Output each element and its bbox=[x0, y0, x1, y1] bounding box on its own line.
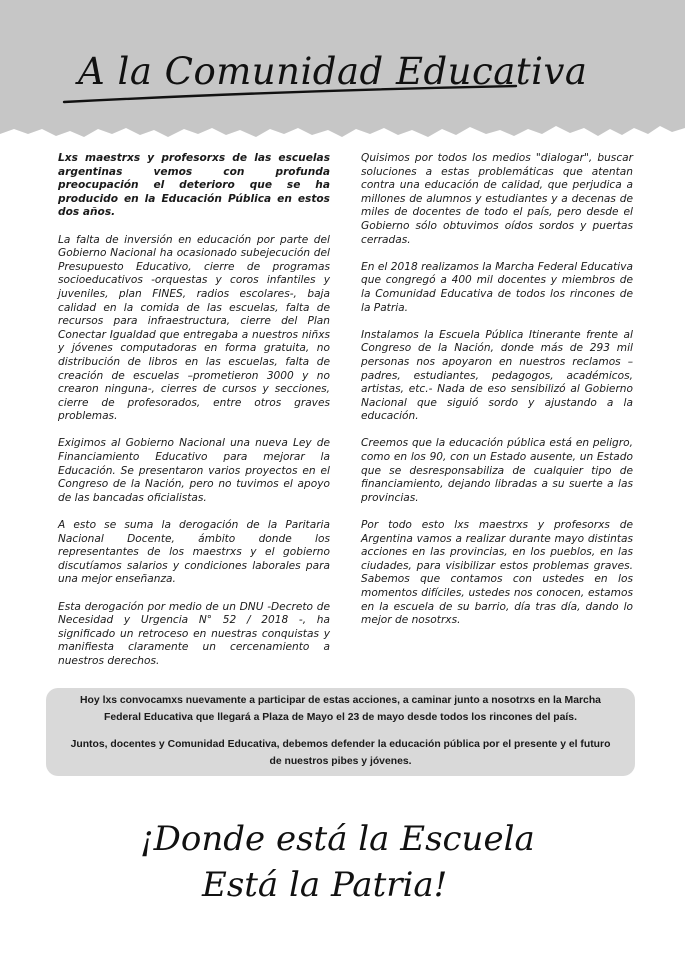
paragraph: Instalamos la Escuela Pública Itinerante frente al Congreso de la Nación, donde más de 293 mil personas nos apoyaron en nuestros reclamos – padres, estudiantes, pedagogos, académicos, artistas, etc.- Nada de eso sensibilizó al Gobierno Nacional que siguió sordo y ajustando a la educación. bbox=[361, 328, 633, 423]
paragraph: Por todo esto lxs maestrxs y profesorxs de Argentina vamos a realizar durante mayo distintas acciones en las provincias, en los pueblos, en las ciudades, para visibilizar estos problemas graves. Sabemos que contamos con ustedes en los momentos difíciles, ustedes nos conocen, estamos en la escuela de su barrio, día tras día, dando lo mejor de nosotrxs. bbox=[361, 519, 633, 627]
paragraph: Quisimos por todos los medios "dialogar", buscar soluciones a estas problemáticas que atentan contra una educación de calidad, que perjudica a millones de alumnos y estudiantes y a decenas de miles de docentes de todo el país, pero desde el Gobierno sólo obtuvimos oídos sordos y puertas cerradas. bbox=[361, 152, 633, 246]
slogan bbox=[140, 816, 560, 908]
call-to-action-text: Juntos, docentes y Comunidad Educativa, debemos defender la educación pública por el presente y el futuro de nuestros pibes y jóvenes. bbox=[70, 739, 611, 767]
column-right bbox=[361, 152, 633, 688]
call-to-action-box bbox=[46, 688, 635, 776]
paragraph: Creemos que la educación pública está en peligro, como en los 90, con un Estado ausente, un Estado que se desresponsabiliza de cualquier tipo de financiamiento, dejando libradas a su suerte a las provincias. bbox=[361, 437, 633, 504]
page-title: A la Comunidad Educativa bbox=[78, 50, 588, 93]
paragraph: Exigimos al Gobierno Nacional una nueva Ley de Financiamiento Educativo para mejorar la Educación. Se presentaron varios proyectos en el Congreso de la Nación, pero no tuvimos el apoyo de las bancadas oficialistas. bbox=[58, 437, 330, 504]
title-underline bbox=[60, 84, 520, 108]
paragraph: Esta derogación por medio de un DNU -Decreto de Necesidad y Urgencia N° 52 / 2018 -, ha significado un retroceso en nuestras conquistas y manifiesta claramente un cercenamiento a nuestros derechos. bbox=[58, 600, 330, 667]
letter-body bbox=[58, 152, 633, 688]
paragraph: En el 2018 realizamos la Marcha Federal Educativa que congregó a 400 mil docentes y miembros de la Comunidad Educativa de todos los rincones de la Patria. bbox=[361, 260, 633, 314]
slogan-line: ¡Donde está la Escuela bbox=[140, 819, 535, 859]
call-to-action-text: Hoy lxs convocamxs nuevamente a participar de estas acciones, a caminar junto a nosotrxs en la Marcha Federal Educativa que llegará a Plaza de Mayo el 23 de mayo desde todos los rincones del país. bbox=[80, 695, 601, 723]
paragraph-intro: Lxs maestrxs y profesorxs de las escuelas argentinas vemos con profunda preocupación el deterioro que se ha producido en la Educación Pública en estos dos años. bbox=[58, 152, 330, 219]
slogan-line: Está la Patria! bbox=[202, 865, 448, 905]
paragraph: La falta de inversión en educación por parte del Gobierno Nacional ha ocasionado subejecución del Presupuesto Educativo, cierre de programas socioeducativos -orquestas y coros infantiles y juveniles, plan FINES, radios escolares-, baja calidad en la comida de las escuelas, falta de recursos para infraestructura, cierre del Plan Conectar Igualdad que entregaba a nuestros niñxs y jóvenes computadoras en forma gratuita, no distribución de libros en las escuelas, falta de creación de escuelas –prometieron 3000 y no crearon ninguna-, cierres de cursos y secciones, cierre de profesorados, entre otros graves problemas. bbox=[58, 233, 330, 423]
column-left bbox=[58, 152, 330, 688]
paragraph: A esto se suma la derogación de la Paritaria Nacional Docente, ámbito donde los representantes de los maestrxs y el gobierno discutíamos salarios y condiciones laborales para una mejor enseñanza. bbox=[58, 519, 330, 586]
